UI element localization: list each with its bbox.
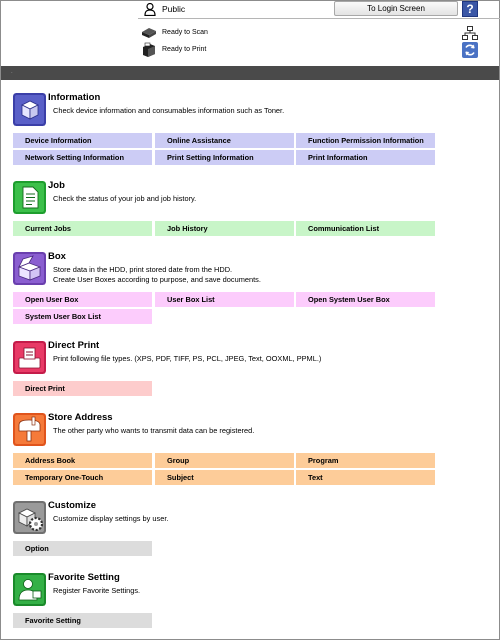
customize-description: Customize display settings by user. [53,514,169,523]
user-name: Public [162,4,186,14]
user-box-list-button[interactable]: User Box List [155,292,294,307]
option-button[interactable]: Option [13,541,152,556]
direct-print-description: Print following file types. (XPS, PDF, TIFF, PS, PCL, JPEG, Text, OOXML, PPML.) [53,354,322,363]
job-history-button[interactable]: Job History [155,221,294,236]
scan-status-text: Ready to Scan [162,29,208,36]
network-setting-information-button[interactable]: Network Setting Information [13,150,152,165]
box-description-line-2: Create User Boxes according to purpose, and save documents. [53,274,261,284]
favorite-user-icon [13,573,46,606]
system-user-box-list-button[interactable]: System User Box List [13,309,152,324]
online-assistance-button[interactable]: Online Assistance [155,133,294,148]
scanner-icon [140,25,158,41]
print-information-button[interactable]: Print Information [296,150,435,165]
address-book-button[interactable]: Address Book [13,453,152,468]
current-jobs-button[interactable]: Current Jobs [13,221,152,236]
open-system-user-box-button[interactable]: Open System User Box [296,292,435,307]
scan-status [138,25,338,41]
box-description-line-1: Store data in the HDD, print stored date from the HDD. [53,265,233,274]
printer-icon [140,42,158,58]
help-button[interactable]: ? [462,1,478,17]
top-bar [1,66,499,80]
group-button[interactable]: Group [155,453,294,468]
user-bar [138,0,500,19]
information-cube-icon [13,93,46,126]
favorite-setting-title: Favorite Setting [48,572,120,583]
customize-title: Customize [48,500,97,511]
information-title: Information [48,92,101,103]
open-user-box-button[interactable]: Open User Box [13,292,152,307]
refresh-icon[interactable] [462,42,478,58]
network-icon[interactable] [462,26,478,40]
information-description: Check device information and consumables information such as Toner. [53,106,285,115]
box-icon [13,252,46,285]
program-button[interactable]: Program [296,453,435,468]
store-address-title: Store Address [48,412,113,423]
top-bar-marker: . [11,69,13,75]
favorite-setting-button[interactable]: Favorite Setting [13,613,152,628]
print-status [138,42,338,58]
communication-list-button[interactable]: Communication List [296,221,435,236]
temporary-one-touch-button[interactable]: Temporary One-Touch [13,470,152,485]
job-document-icon [13,181,46,214]
customize-gear-icon [13,501,46,534]
user-icon [144,3,156,16]
favorite-setting-description: Register Favorite Settings. [53,586,141,595]
subject-button[interactable]: Subject [155,470,294,485]
to-login-screen-button[interactable]: To Login Screen [334,1,458,16]
direct-print-button[interactable]: Direct Print [13,381,152,396]
job-description: Check the status of your job and job history. [53,194,197,203]
text-button[interactable]: Text [296,470,435,485]
print-setting-information-button[interactable]: Print Setting Information [155,150,294,165]
address-book-icon [13,413,46,446]
header [138,0,500,66]
print-status-text: Ready to Print [162,46,207,53]
function-permission-information-button[interactable]: Function Permission Information [296,133,435,148]
job-title: Job [48,180,65,191]
direct-print-icon [13,341,46,374]
device-information-button[interactable]: Device Information [13,133,152,148]
box-description [53,265,261,284]
store-address-description: The other party who wants to transmit data can be registered. [53,426,255,435]
direct-print-title: Direct Print [48,340,100,351]
box-title: Box [48,251,66,262]
